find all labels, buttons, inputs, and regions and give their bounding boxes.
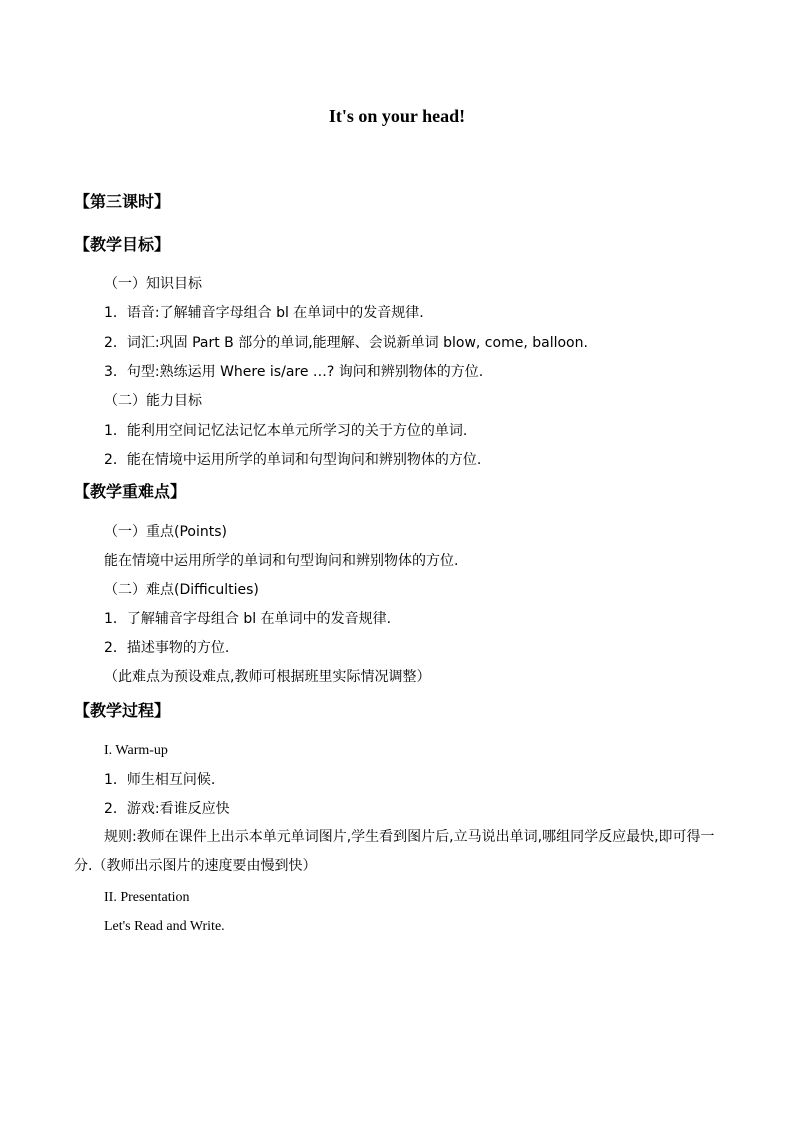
- goals-heading: 【教学目标】: [74, 235, 171, 254]
- presentation-label: II. Presentation: [104, 890, 190, 905]
- lesson-heading: 【第三课时】: [74, 192, 171, 211]
- presentation-item: Let's Read and Write.: [104, 919, 225, 934]
- knowledge-goal-item: 3．句型:熟练运用 Where is/are …? 询问和辨别物体的方位.: [104, 364, 484, 380]
- points-label: （一）重点(Points): [104, 524, 227, 540]
- warmup-item: 2．游戏:看谁反应快: [104, 801, 230, 817]
- game-rule-paragraph: 规则:教师在课件上出示本单元单词图片,学生看到图片后,立马说出单词,哪组同学反应最快,即可得一分.（教师出示图片的速度要由慢到快）: [74, 829, 715, 874]
- key-points-heading: 【教学重难点】: [74, 482, 187, 501]
- ability-goal-item: 1．能利用空间记忆法记忆本单元所学习的关于方位的单词.: [104, 423, 468, 439]
- warmup-label: I. Warm-up: [104, 743, 168, 758]
- knowledge-goal-item: 2．词汇:巩固 Part B 部分的单词,能理解、会说新单词 blow, come, balloon.: [104, 335, 588, 351]
- process-heading: 【教学过程】: [74, 701, 171, 720]
- difficulty-item: 2．描述事物的方位.: [104, 640, 230, 656]
- difficulties-label: （二）难点(Difficulties): [104, 582, 259, 598]
- difficulties-note: （此难点为预设难点,教师可根据班里实际情况调整）: [104, 669, 431, 685]
- warmup-item: 1．师生相互问候.: [104, 772, 216, 788]
- knowledge-goal-item: 1．语音:了解辅音字母组合 bl 在单词中的发音规律.: [104, 305, 424, 321]
- ability-goals-label: （二）能力目标: [104, 393, 202, 409]
- points-text: 能在情境中运用所学的单词和句型询问和辨别物体的方位.: [104, 553, 459, 569]
- knowledge-goals-label: （一）知识目标: [104, 276, 202, 292]
- difficulty-item: 1．了解辅音字母组合 bl 在单词中的发音规律.: [104, 611, 392, 627]
- ability-goal-item: 2．能在情境中运用所学的单词和句型询问和辨别物体的方位.: [104, 452, 482, 468]
- document-title: It's on your head!: [328, 106, 466, 126]
